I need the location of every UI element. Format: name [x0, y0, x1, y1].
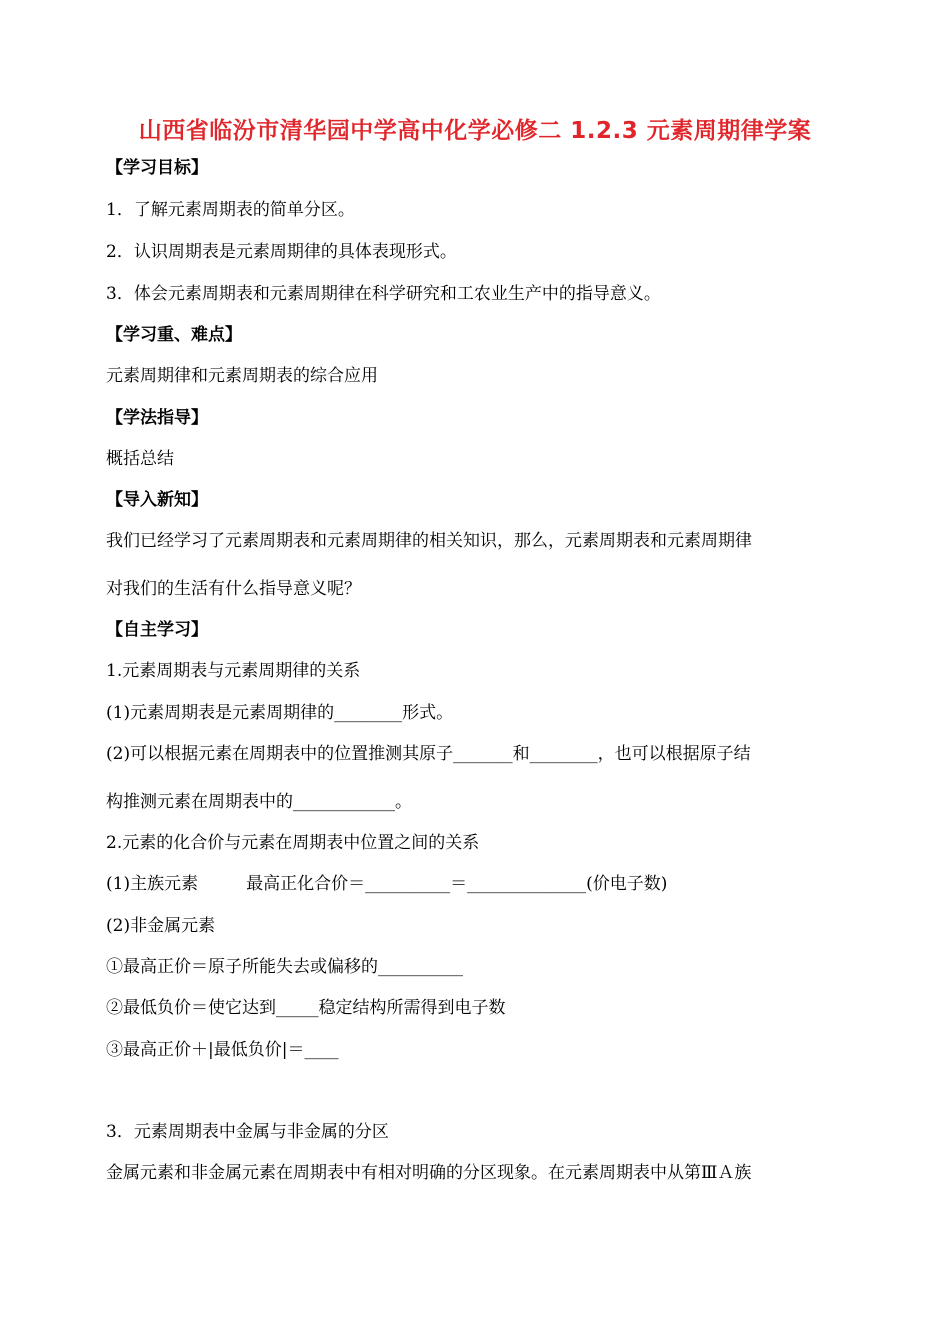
question-2-part-2: (2)非金属元素 [106, 916, 216, 936]
objectives-heading: 【学习目标】 [106, 158, 208, 178]
objective-2: 2．认识周期表是元素周期律的具体表现形式。 [106, 242, 457, 262]
intro-text-line-2: 对我们的生活有什么指导意义呢？ [106, 579, 361, 599]
key-points-heading: 【学习重、难点】 [106, 325, 242, 345]
question-2-part-2-c: ③最高正价＋|最低负价|＝____ [106, 1040, 339, 1060]
method-text: 概括总结 [106, 449, 174, 469]
question-1-part-1: (1)元素周期表是元素周期律的________形式。 [106, 703, 454, 723]
question-2-part-1-text: 最高正化合价＝__________＝______________(价电子数) [246, 874, 668, 894]
question-2-part-2-b: ②最低负价＝使它达到_____稳定结构所需得到电子数 [106, 998, 506, 1018]
intro-text-line-1: 我们已经学习了元素周期表和元素周期律的相关知识，那么，元素周期表和元素周期律 [106, 531, 752, 551]
method-heading: 【学法指导】 [106, 408, 208, 428]
question-1-title: 1.元素周期表与元素周期律的关系 [106, 661, 361, 681]
intro-heading: 【导入新知】 [106, 490, 208, 510]
question-1-part-2-line-2: 构推测元素在周期表中的____________。 [106, 792, 412, 812]
question-2-part-1 [106, 874, 667, 894]
question-2-part-2-a: ①最高正价＝原子所能失去或偏移的__________ [106, 957, 463, 977]
question-1-part-2-line-1: (2)可以根据元素在周期表中的位置推测其原子_______和________，也可以根据原子结 [106, 744, 751, 764]
question-2-title: 2.元素的化合价与元素在周期表中位置之间的关系 [106, 833, 480, 853]
objective-1: 1．了解元素周期表的简单分区。 [106, 200, 355, 220]
document-title: 山西省临汾市清华园中学高中化学必修二 1.2.3 元素周期律学案 [138, 118, 812, 144]
question-2-part-1-label: (1)主族元素 [106, 874, 199, 894]
question-3-title: 3．元素周期表中金属与非金属的分区 [106, 1122, 389, 1142]
self-study-heading: 【自主学习】 [106, 620, 208, 640]
key-points-text: 元素周期律和元素周期表的综合应用 [106, 366, 378, 386]
objective-3: 3．体会元素周期表和元素周期律在科学研究和工农业生产中的指导意义。 [106, 284, 661, 304]
question-3-text: 金属元素和非金属元素在周期表中有相对明确的分区现象。在元素周期表中从第ⅢＡ族 [106, 1163, 752, 1183]
